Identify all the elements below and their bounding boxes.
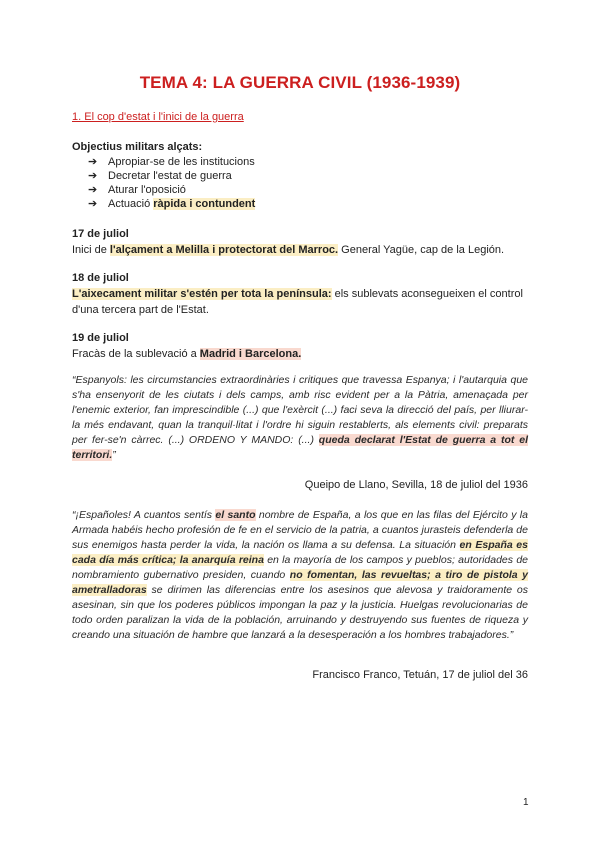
- section-heading-link[interactable]: 1. El cop d'estat i l'inici de la guerra: [72, 111, 244, 123]
- quote-highlight: el santo: [215, 509, 256, 521]
- event-highlight: l'alçament a Melilla i protectorat del Marroc.: [109, 244, 339, 256]
- objective-text: Aturar l'oposició: [108, 184, 186, 196]
- quote-franco: [72, 508, 528, 643]
- list-item: [88, 155, 255, 169]
- arrow-right-icon: ➔: [88, 184, 98, 196]
- event-date: 18 de juliol: [72, 272, 129, 284]
- event-text-before: Fracàs de la sublevació a: [72, 348, 200, 360]
- event-text-before: Inici de: [72, 244, 110, 256]
- quote-text: nombre de España, a los que en las filas del Ejército y la Armada habéis hecho profesión de fe en el servicio de la patria, a cuantos jurasteis defenderla de sus enemigos hasta perder la vida, la nación os llama a su defensa. La situación: [72, 509, 528, 551]
- page-number: 1: [523, 797, 529, 808]
- event-date: 17 de juliol: [72, 228, 129, 240]
- event-highlight: L'aixecament militar s'estén per tota la península:: [72, 288, 332, 300]
- event-date: 19 de juliol: [72, 332, 129, 344]
- event-highlight: Madrid i Barcelona.: [199, 348, 302, 360]
- quote-text: “Espanyols: les circumstancies extraordinàries i critiques que travessa Espanya; i l'autarquia que s'ha ensenyorit de les ciutats i dels camps, amb risc evident per a la Pàtria, amenaçada per l'enemic exterior, fan imprescindible (...) que l'exèrcit (...) faci seva la direcció del país, per lliurar-la més endavant, quan la tranquil·litat i l'ordre hi siguin restablerts, als elements civil: preparats per fer-se'n càrrec. (...) ORDENO Y MANDO: (...): [72, 374, 528, 446]
- objectives-heading: Objectius militars alçats:: [72, 141, 203, 153]
- event-text: [72, 286, 532, 318]
- quote-highlight: queda declarat l'Estat de guerra a tot el territori.: [72, 434, 528, 461]
- objective-text: Actuació: [108, 198, 154, 210]
- list-item: [88, 169, 255, 183]
- arrow-right-icon: ➔: [88, 198, 98, 210]
- quote-text: se dirimen las diferencias entre los asesinos que alevosa y traidoramente os asesinan, sin que los poderes públicos impongan la paz y la justicia. Huelgas revolucionarias de todo orden paralizan la vida de la población, arruinando y destruyendo sus fuentes de riqueza y creando una situación de hambre que lanzará a la desesperación a los hombres trabajadores.”: [72, 584, 528, 641]
- quote-highlight: no fomentan, las revueltas; a tiro de pistola y ametralladoras: [72, 569, 528, 596]
- objective-highlight: ràpida i contundent: [153, 198, 256, 210]
- event-text: [72, 346, 532, 362]
- quote-highlight: en España es cada día más crítica; la anarquía reina: [72, 539, 528, 566]
- event-text: [72, 242, 532, 258]
- objective-text: Apropiar-se de les institucions: [108, 156, 255, 168]
- arrow-right-icon: ➔: [88, 156, 98, 168]
- list-item: [88, 197, 255, 211]
- quote-end: ”: [112, 449, 116, 461]
- objective-text: Decretar l'estat de guerra: [108, 170, 232, 182]
- event-text-after: els sublevats aconsegueixen el control d'una tercera part de l'Estat.: [72, 288, 523, 316]
- quote-attribution: Queipo de Llano, Sevilla, 18 de juliol del 1936: [304, 479, 528, 491]
- list-item: [88, 183, 255, 197]
- objectives-list: [88, 155, 255, 211]
- arrow-right-icon: ➔: [88, 170, 98, 182]
- quote-text: “¡Españoles! A cuantos sentís: [72, 509, 216, 521]
- event-text-after: General Yagüe, cap de la Legión.: [338, 244, 505, 256]
- quote-attribution: Francisco Franco, Tetuán, 17 de juliol del 36: [312, 669, 528, 681]
- quote-text: en la mayoría de los campos y pueblos; autoridades de nombramiento gubernativo presiden, cuando: [72, 554, 528, 581]
- quote-queipo: [72, 373, 528, 463]
- page-title: TEMA 4: LA GUERRA CIVIL (1936-1939): [139, 73, 461, 92]
